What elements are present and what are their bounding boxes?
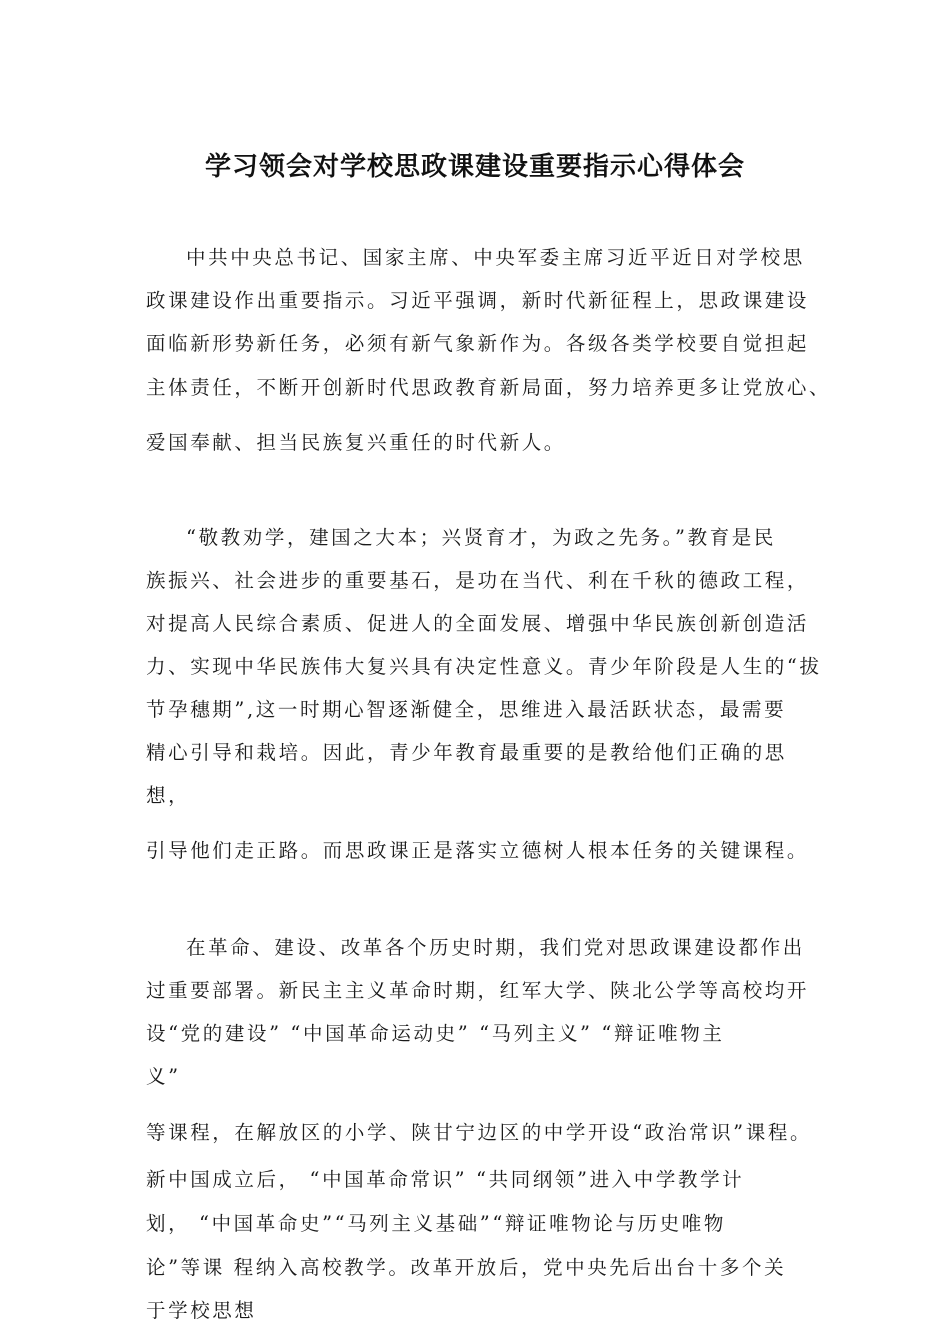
paragraph-3-line-7: 划， “中国革命史”“马列主义基础”“辩证唯物论与历史唯物 — [146, 1212, 726, 1235]
paragraph-3-line-3: 设“党的建设” “中国革命运动史” “马列主义” “辩证唯物主 — [146, 1022, 725, 1045]
paragraph-2-line-6: 精心引导和栽培。因此，青少年教育最重要的是教给他们正确的思 — [146, 741, 787, 764]
paragraph-1-line-3: 面临新形势新任务，必须有新气象新作为。各级各类学校要自觉担起 — [146, 332, 810, 355]
paragraph-3-line-6: 新中国成立后， “中国革命常识” “共同纲领”进入中学教学计 — [146, 1168, 745, 1191]
paragraph-3-line-4: 义” — [146, 1065, 181, 1088]
paragraph-1-line-2: 政课建设作出重要指示。习近平强调，新时代新征程上，思政课建设 — [146, 289, 810, 312]
paragraph-1-line-4: 主体责任，不断开创新时代思政教育新局面，努力培养更多让党放心、 — [146, 376, 832, 399]
paragraph-2-line-1: “敬教劝学，建国之大本；兴贤育才，为政之先务。”教育是民 — [186, 526, 776, 549]
paragraph-2-line-7: 想， — [146, 784, 191, 807]
paragraph-2-line-3: 对提高人民综合素质、促进人的全面发展、增强中华民族创新创造活 — [146, 612, 810, 635]
paragraph-3-line-2: 过重要部署。新民主主义革命时期，红军大学、陕北公学等高校均开 — [146, 979, 810, 1002]
paragraph-3-line-9: 于学校思想 — [146, 1299, 257, 1322]
paragraph-3-line-1: 在革命、建设、改革各个历史时期，我们党对思政课建设都作出 — [186, 936, 805, 959]
paragraph-2-line-4: 力、实现中华民族伟大复兴具有决定性意义。青少年阶段是人生的“拔 — [146, 655, 822, 678]
document-title: 学习领会对学校思政课建设重要指示心得体会 — [204, 152, 745, 182]
paragraph-3-line-8: 论”等课 程纳入高校教学。改革开放后，党中央先后出台十多个关 — [146, 1256, 787, 1279]
paragraph-1-line-1: 中共中央总书记、国家主席、中央军委主席习近平近日对学校思 — [186, 246, 805, 269]
paragraph-2-line-2: 族振兴、社会进步的重要基石，是功在当代、利在千秋的德政工程， — [146, 569, 810, 592]
paragraph-1-line-5: 爱国奉献、担当民族复兴重任的时代新人。 — [146, 431, 566, 454]
paragraph-2-line-5: 节孕穗期”,这一时期心智逐渐健全，思维进入最活跃状态，最需要 — [146, 698, 787, 721]
paragraph-2-line-8: 引导他们走正路。而思政课正是落实立德树人根本任务的关键课程。 — [146, 839, 810, 862]
paragraph-3-line-5: 等课程，在解放区的小学、陕甘宁边区的中学开设“政治常识”课程。 — [146, 1121, 813, 1144]
